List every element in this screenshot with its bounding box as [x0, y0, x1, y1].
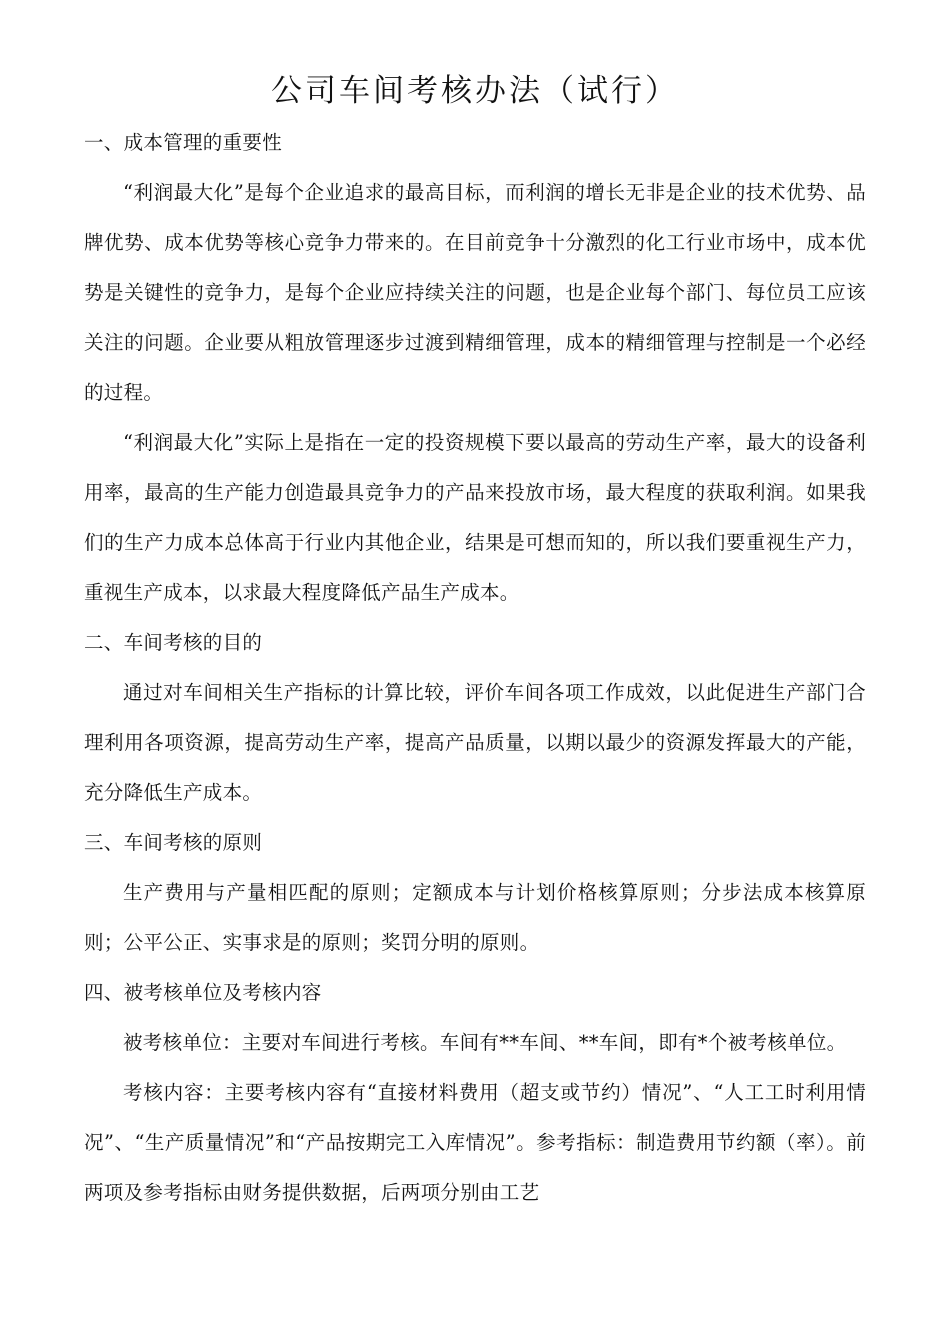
document-title: 公司车间考核办法（试行） — [271, 73, 679, 109]
section-heading: 一、成本管理的重要性 — [84, 131, 283, 154]
paragraph: 考核内容：主要考核内容有“直接材料费用（超支或节约）情况”、“人工工时利用情况”、“生产质量情况”和“产品按期完工入库情况”。参考指标：制造费用节约额（率）。前两项及参考指标由财务提供数据，后两项分别由工艺 — [84, 1081, 866, 1204]
section-heading: 二、车间考核的目的 — [84, 631, 263, 654]
section-heading: 三、车间考核的原则 — [84, 831, 263, 854]
paragraph: “利润最大化”实际上是指在一定的投资规模下要以最高的劳动生产率，最大的设备利用率，最高的生产能力创造最具竞争力的产品来投放市场，最大程度的获取利润。如果我们的生产力成本总体高于行业内其他企业，结果是可想而知的，所以我们要重视生产力，重视生产成本，以求最大程度降低产品生产成本。 — [84, 431, 866, 604]
paragraph: 通过对车间相关生产指标的计算比较，评价车间各项工作成效，以此促进生产部门合理利用各项资源，提高劳动生产率，提高产品质量，以期以最少的资源发挥最大的产能，充分降低生产成本。 — [84, 681, 866, 804]
document-body — [84, 118, 866, 1218]
paragraph: “利润最大化”是每个企业追求的最高目标，而利润的增长无非是企业的技术优势、品牌优势、成本优势等核心竞争力带来的。在目前竞争十分激烈的化工行业市场中，成本优势是关键性的竞争力，是每个企业应持续关注的问题，也是企业每个部门、每位员工应该关注的问题。企业要从粗放管理逐步过渡到精细管理，成本的精细管理与控制是一个必经的过程。 — [84, 181, 866, 404]
paragraph: 生产费用与产量相匹配的原则；定额成本与计划价格核算原则；分步法成本核算原则；公平公正、实事求是的原则；奖罚分明的原则。 — [84, 881, 866, 954]
paragraph: 被考核单位：主要对车间进行考核。车间有**车间、**车间，即有*个被考核单位。 — [123, 1031, 847, 1054]
section-cost-management — [84, 118, 866, 618]
section-assessment-purpose — [84, 618, 866, 818]
section-assessed-units — [84, 968, 866, 1218]
section-heading: 四、被考核单位及考核内容 — [84, 981, 322, 1004]
section-assessment-principles — [84, 818, 866, 968]
